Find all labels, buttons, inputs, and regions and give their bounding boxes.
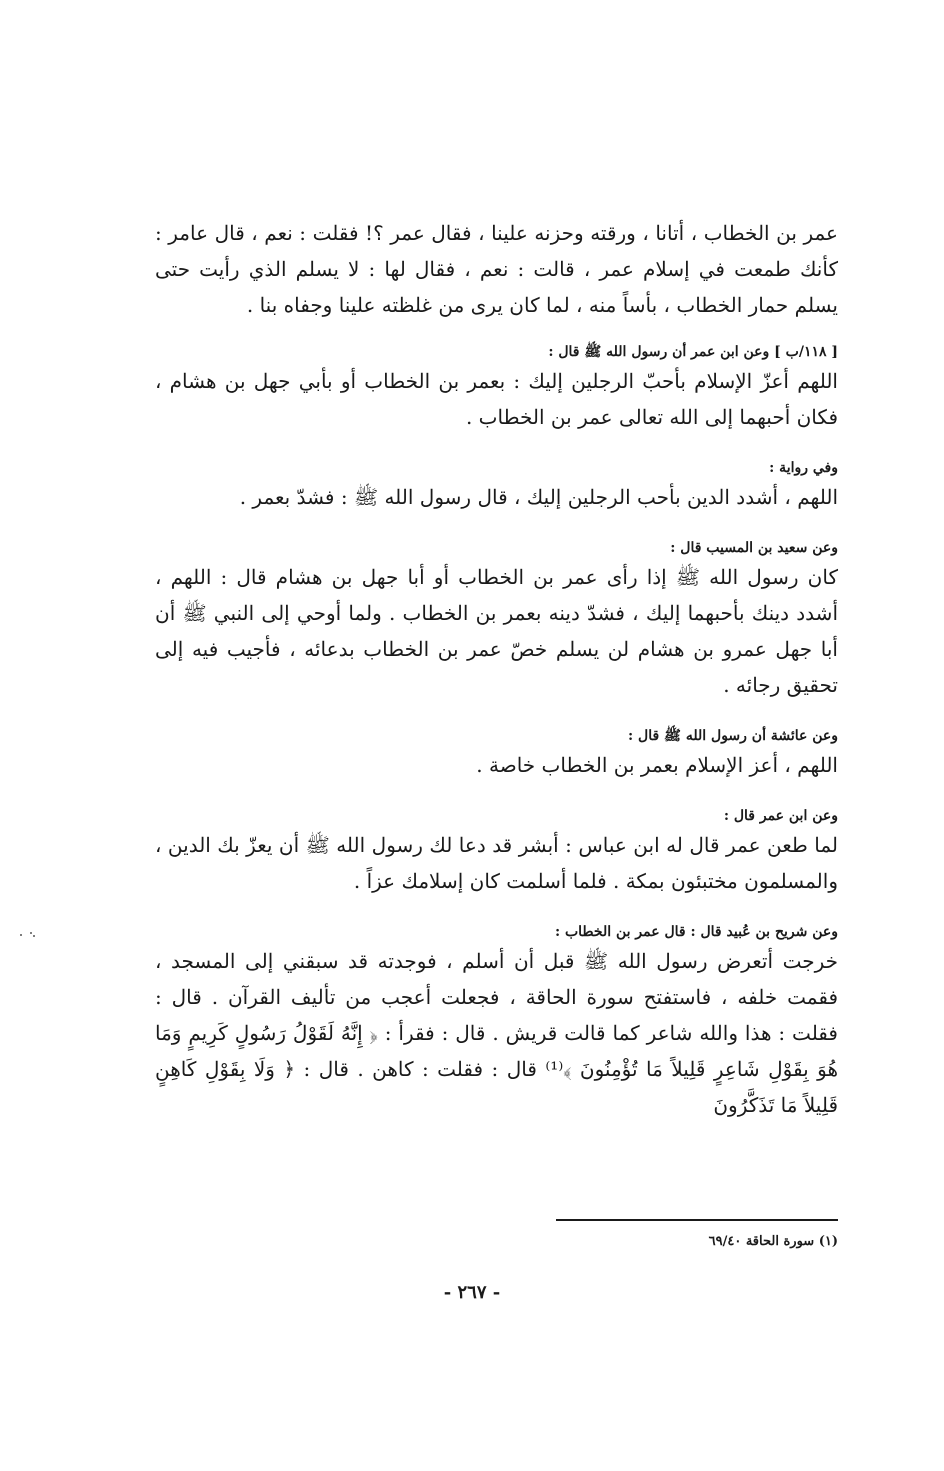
- scan-speck: [20, 932, 36, 938]
- page-number: - ٢٦٧ -: [443, 1282, 501, 1303]
- paragraph-5: اللهم ، أعز الإسلام بعمر بن الخطاب خاصة .: [476, 753, 838, 777]
- paragraph-4: كان رسول الله ﷺ إذا رأى عمر بن الخطاب أو أبا جهل بن هشام قال : اللهم ، أشدد دينك بأحبهما إليك ، فشدّ دينه بعمر بن الخطاب . ولما أوحي إلى النبي ﷺ أن أبا جهل عمرو بن هشام لن يسلم خصّ عمر بن الخطاب بدعائه ، فأجيب فيه إلى تحقيق رجائه .: [155, 565, 838, 697]
- paragraph-6: لما طعن عمر قال له ابن عباس : أبشر قد دعا لك رسول الله ﷺ أن يعزّ بك الدين ، والمسلمون مختبئون بمكة . فلما أسلمت كان إسلامك عزاً .: [155, 833, 838, 893]
- page-body: [155, 215, 838, 1123]
- heading-ibn-umar-2: وعن ابن عمر قال :: [723, 808, 838, 824]
- paragraph-7: خرجت أتعرض رسول الله ﷺ قبل أن أسلم ، فوجدته قد سبقني إلى المسجد ، فقمت خلفه ، فاستفتح سورة الحاقة ، فجعلت أعجب من تأليف القرآن . قال : فقلت : هذا والله شاعر كما قالت قريش . قال : فقرأ : ﴿ إِنَّهُ لَقَوْلُ رَسُولٍ كَرِيمٍ وَمَا هُوَ بِقَوْلِ شَاعِرٍ قَلِيلاً مَا تُؤْمِنُونَ ﴾⁽¹⁾ قال : فقلت : كاهن . قال : ﴿ وَلَا بِقَوْلِ كَاهِنٍ قَلِيلاً مَا تَذَكَّرُونَ: [155, 949, 839, 1117]
- heading-shurayh: وعن شريح بن عُبيد قال : قال عمر بن الخطاب :: [554, 924, 838, 940]
- footnote-divider: [556, 1219, 838, 1221]
- footnote: (١) سورة الحاقة ٦٩/٤٠: [708, 1234, 838, 1249]
- heading-riwaya: وفي رواية :: [769, 460, 838, 476]
- heading-aisha: وعن عائشة أن رسول الله ﷺ قال :: [628, 728, 838, 744]
- paragraph-3: اللهم ، أشدد الدين بأحب الرجلين إليك ، قال رسول الله ﷺ : فشدّ بعمر .: [239, 485, 838, 509]
- heading-ibn-umar-1: [ ١١٨/ب ] وعن ابن عمر أن رسول الله ﷺ قال :: [548, 344, 838, 360]
- heading-said-ibn-musayyib: وعن سعيد بن المسيب قال :: [670, 540, 838, 556]
- paragraph-2: اللهم أعزّ الإسلام بأحبّ الرجلين إليك : بعمر بن الخطاب أو بأبي جهل بن هشام ، فكان أحبهما إلى الله تعالى عمر بن الخطاب .: [155, 369, 838, 429]
- paragraph-1: عمر بن الخطاب ، أتانا ، ورقته وحزنه علينا ، فقال عمر ؟! فقلت : نعم ، قال عامر : كأنك طمعت في إسلام عمر ، قالت : نعم ، فقال لها : لا يسلم الذي رأيت حتى يسلم حمار الخطاب ، بأساً منه ، لما كان يرى من غلظته علينا وجفاه بنا .: [155, 221, 838, 317]
